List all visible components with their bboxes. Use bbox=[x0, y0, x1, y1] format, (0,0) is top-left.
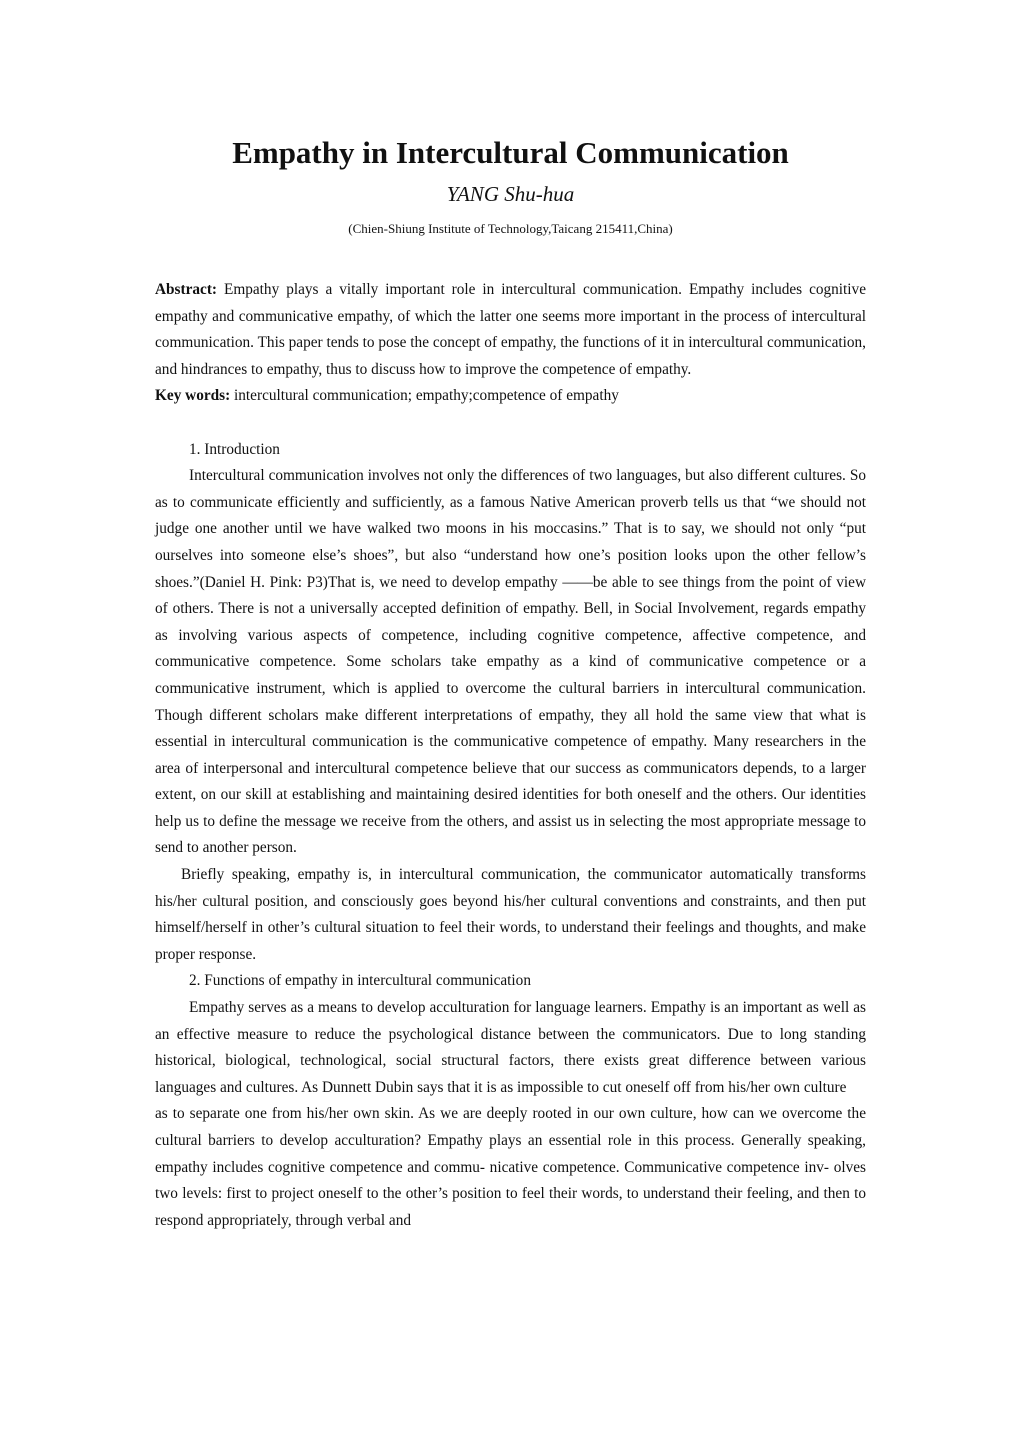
paper-title: Empathy in Intercultural Communication bbox=[232, 135, 789, 170]
paragraph: as to separate one from his/her own skin. As we are deeply rooted in our own culture, how can we overcome the cultural barriers to develop acculturation? Empathy plays an essential role in this process. Generally speaking, empathy includes cognitive competence and commu- nicative competence. Communicative competence inv- olves two levels: first to project oneself to the other’s position to feel their words, to understand their feeling, and then to respond appropriately, through verbal and bbox=[155, 1105, 866, 1229]
paragraph: Intercultural communication involves not only the differences of two languages, but also different cultures. So as to communicate efficiently and sufficiently, as a famous Native American proverb tells us that “we should not judge one another until we have walked two moons in his moccasins.” That is to say, we should not only “put ourselves into someone else’s shoes”, but also “understand how one’s position looks upon the other fellow’s shoes.”(Daniel H. Pink: P3)That is, we need to develop empathy ——be able to see things from the point of view of others. There is not a universally accepted definition of empathy. Bell, in Social Involvement, regards empathy as involving various aspects of competence, including cognitive competence, affective competence, and communicative competence. Some scholars take empathy as a kind of communicative competence or a communicative instrument, which is applied to overcome the cultural barriers in intercultural communication. Though different scholars make different interpretations of empathy, they all hold the same view that what is essential in intercultural communication is the communicative competence of empathy. Many researchers in the area of interpersonal and intercultural competence believe that our success as communicators depends, to a larger extent, on our skill at establishing and maintaining desired identities for both oneself and the others. Our identities help us to define the message we receive from the others, and assist us in selecting the most appropriate message to send to another person. bbox=[155, 467, 866, 857]
paragraph: Briefly speaking, empathy is, in intercultural communication, the communicator automatically transforms his/her cultural position, and consciously goes beyond his/her cultural conventions and constraints, and then put himself/herself in other’s cultural situation to feel their words, to understand their feelings and thoughts, and make proper response. bbox=[155, 866, 866, 963]
section-heading: 2. Functions of empathy in intercultural communication bbox=[189, 972, 531, 990]
author-affiliation: (Chien-Shiung Institute of Technology,Taicang 215411,China) bbox=[348, 221, 673, 236]
abstract-text: Empathy plays a vitally important role in intercultural communication. Empathy includes cognitive empathy and communicative empathy, of which the latter one seems more important in the process of intercultural communication. This paper tends to pose the concept of empathy, the functions of it in intercultural communication, and hindrances to empathy, thus to discuss how to improve the competence of empathy. bbox=[155, 281, 866, 378]
keywords bbox=[155, 383, 866, 410]
author-name: YANG Shu-hua bbox=[446, 182, 575, 206]
spacer bbox=[155, 410, 866, 437]
keywords-label: Key words: bbox=[155, 387, 231, 405]
abstract-label: Abstract: bbox=[155, 281, 218, 298]
abstract bbox=[155, 277, 866, 383]
section-heading: 1. Introduction bbox=[189, 440, 280, 458]
paper-body bbox=[155, 277, 866, 1234]
keywords-text: intercultural communication; empathy;competence of empathy bbox=[234, 387, 619, 405]
paragraph: Empathy serves as a means to develop acculturation for language learners. Empathy is an important as well as an effective measure to reduce the psychological distance between the communicators. Due to long standing historical, biological, technological, social structural factors, there exists great difference between various languages and cultures. As Dunnett Dubin says that it is as impossible to cut oneself off from his/her own culture bbox=[155, 999, 866, 1096]
